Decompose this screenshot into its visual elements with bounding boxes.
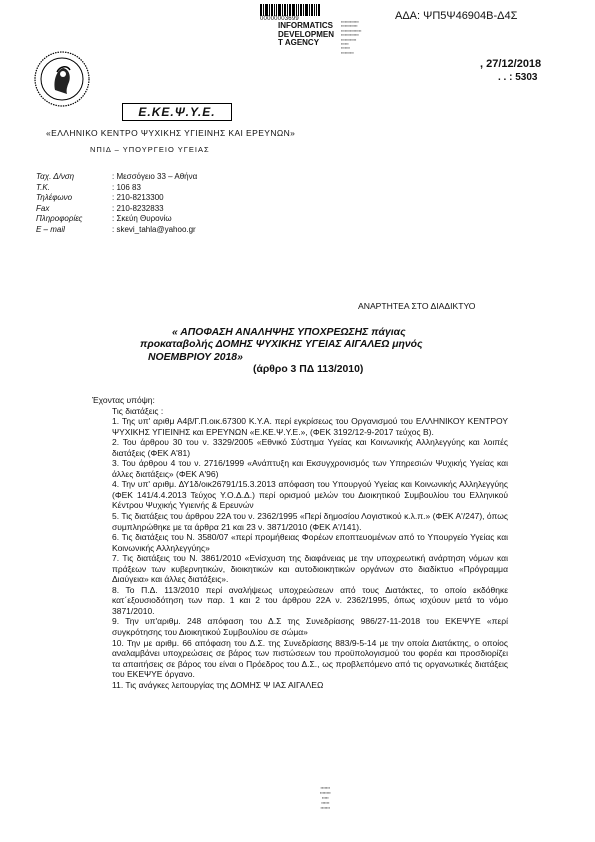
contact-row: Fax : 210-8232833 <box>36 203 164 213</box>
list-item: 2. Του άρθρου 30 του ν. 3329/2005 «Εθνικό Σύστημα Υγείας και Κοινωνικής Αλληλεγγύης και λοιπές διατάξεις (ΦΕΚ Α'81) <box>112 437 508 458</box>
contact-row: E – mail : skevi_tahla@yahoo.gr <box>36 224 196 234</box>
document-date: , 27/12/2018 <box>480 58 542 70</box>
intro-text: Έχοντας υπόψη: <box>92 395 155 405</box>
list-item: 1. Της υπ' αριθμ Α4β/Γ.Π.οικ.67300 Κ.Υ.Α. περί εγκρίσεως του Οργανισμού του ΕΛΛΗΝΙΚΟΥ ΚΕΝΤΡΟΥ ΨΥΧΙΚΗΣ ΥΓΙΕΙΝΗΣ και ΕΡΕΥΝΩΝ «Ε.ΚΕ.Ψ.Υ.Ε.», (ΦΕΚ 3192/12-9-2017 τεύχος Β). <box>112 416 508 437</box>
provisions-label: Τις διατάξεις : <box>112 405 164 416</box>
protocol-number: . . : 5303 <box>498 72 538 83</box>
list-item: 11. Τις ανάγκες λειτουργίας της ΔΟΜΗΣ Ψ ΙΑΣ ΑΙΓΑΛΕΩ <box>112 679 324 690</box>
posting-notice: ΑΝΑΡΤΗΤΕΑ ΣΤΟ ΔΙΑΔΙΚΤΥΟ <box>358 301 476 311</box>
list-item: 5. Τις διατάξεις του άρθρου 22Α του ν. 2362/1995 «Περί δημοσίου Λογιστικού κ.λ.π.» (ΦΕΚ Α'/247), όπως συμπληρώθηκε με τα άρθρα 21 και 23 ν. 3871/2010 (ΦΕΚ Α'/141). <box>112 511 508 532</box>
organization-seal-icon <box>33 50 91 108</box>
contact-row: Τ.Κ. : 106 83 <box>36 182 141 192</box>
list-item: 8. Το Π.Δ. 113/2010 περί αναλήψεως υποχρεώσεων από τους Διατάκτες, το οποίο εκδόθηκε κατ΄εξουσιοδότηση των παρ. 1 και 2 του άρθρου 22Α ν. 2362/1995, όπως ισχύουν μετά το νόμο 3871/2010. <box>112 584 508 616</box>
barcode-number: 00000003699 <box>260 16 299 22</box>
barcode <box>260 4 328 16</box>
list-item: 7. Τις διατάξεις του Ν. 3861/2010 «Ενίσχυση της διαφάνειας με την υποχρεωτική ανάρτηση νόμων και πράξεων των κυβερνητικών, διοικητικών και αυτοδιοικητικών οργάνων στο διαδίκτυο «Πρόγραμμα Διαύγεια» και άλλες διατάξεις». <box>112 553 508 585</box>
contact-row: Ταχ. Δ/νση : Μεσσόγειο 33 – Αθήνα <box>36 172 198 181</box>
ekepsye-logo: Ε.ΚΕ.Ψ.Υ.Ε. <box>122 103 232 121</box>
organization-name: «ΕΛΛΗΝΙΚΟ ΚΕΝΤΡΟ ΨΥΧΙΚΗΣ ΥΓΙΕΙΝΗΣ ΚΑΙ ΕΡΕΥΝΩΝ» <box>46 128 296 138</box>
contact-row: Τηλέφωνο : 210-8213300 <box>36 193 164 203</box>
decision-title: « ΑΠΟΦΑΣΗ ΑΝΑΛΗΨΗΣ ΥΠΟΧΡΕΩΣΗΣ πάγιας προκαταβολής ΔΟΜΗΣ ΨΥΧΙΚΗΣ ΥΓΕΙΑΣ ΑΙΓΑΛΕΩ μηνός ΝΟΕΜΒΡΙΟΥ 2018» (άρθρο 3 ΠΔ 113/2010) <box>140 327 423 376</box>
signature-stamp-overlay: ▪▪▪▪▪▪▪ ▪▪▪▪▪▪▪▪ ▪▪▪▪▪ ▪▪▪▪▪▪ ▪▪▪▪▪▪▪ <box>320 786 331 810</box>
list-item: 6. Τις διατάξεις του Ν. 3580/07 «περί προμήθειας Φορέων εποπτευομένων από το Υπουργείο Υγείας και Κοινωνικής Αλληλεγγύης» <box>112 532 508 553</box>
contact-info <box>36 172 197 236</box>
informatics-agency-label: INFORMATICS DEVELOPMEN T AGENCY <box>278 21 335 48</box>
list-item: 3. Του άρθρου 4 του ν. 2716/1999 «Ανάπτυξη και Εκσυγχρονισμός των Υπηρεσιών Ψυχικής Υγείας και άλλες διατάξεις» (ΦΕΚ Α'96) <box>112 458 508 479</box>
digital-signature-stamp: ▪▪▪▪▪▪▪▪▪▪▪▪▪▪ ▪▪▪▪▪▪▪▪▪▪▪▪▪ ▪▪▪▪▪▪▪▪▪▪▪▪▪▪▪▪ ▪▪▪▪▪▪▪▪▪▪▪▪▪▪ ▪▪▪▪▪▪▪▪▪▪▪▪ ▪▪▪▪▪▪ ▪▪▪▪▪▪▪ ▪▪▪▪▪▪▪▪▪▪ <box>341 20 362 55</box>
contact-row: Πληροφορίες : Σκεύη Θυρονίω <box>36 214 172 224</box>
list-item: 4. Την υπ' αριθμ. ΔΥ1δ/οικ26791/15.3.2013 απόφαση του Υπουργού Υγείας και Κοινωνικής Αλληλεγγύης (ΦΕΚ 141/4.4.2013 Τεύχος Υ.Ο.Δ.Δ.) περί ορισμού μελών του Διοικητικού Συμβουλίου του Ελληνικού Κέντρου Ψυχικής Υγιεινής & Ερευνών <box>112 479 508 511</box>
ada-code: ΑΔΑ: ΨΠ5Ψ46904Β-Δ4Σ <box>395 10 518 22</box>
document-body <box>92 395 508 690</box>
ministry-label: ΝΠΙΔ – ΥΠΟΥΡΓΕΙΟ ΥΓΕΙΑΣ <box>90 145 210 154</box>
list-item: 9. Την υπ'αριθμ. 248 απόφαση του Δ.Σ της Συνεδρίασης 986/27-11-2018 του ΕΚΕΨΥΕ «περί συγκρότησης του Διοικητικού Συμβουλίου σε σώμα» <box>112 616 508 638</box>
list-item: 10. Την με αριθμ. 66 απόφαση του Δ.Σ. της Συνεδρίασης 883/9-5-14 με την οποία Διατάκτης, ο οποίος αναλαμβάνει υποχρεώσεις σε βάρος των πιστώσεων του προϋπολογισμού του φορέα και προσδιορίζει τα απαιτήσεις σε βάρος του είναι ο Πρόεδρος του Δ.Σ., ως προβλεπόμενο από τις οργανωτικές διατάξεις του ΕΚΕΨΥΕ όργανο. <box>112 637 508 680</box>
